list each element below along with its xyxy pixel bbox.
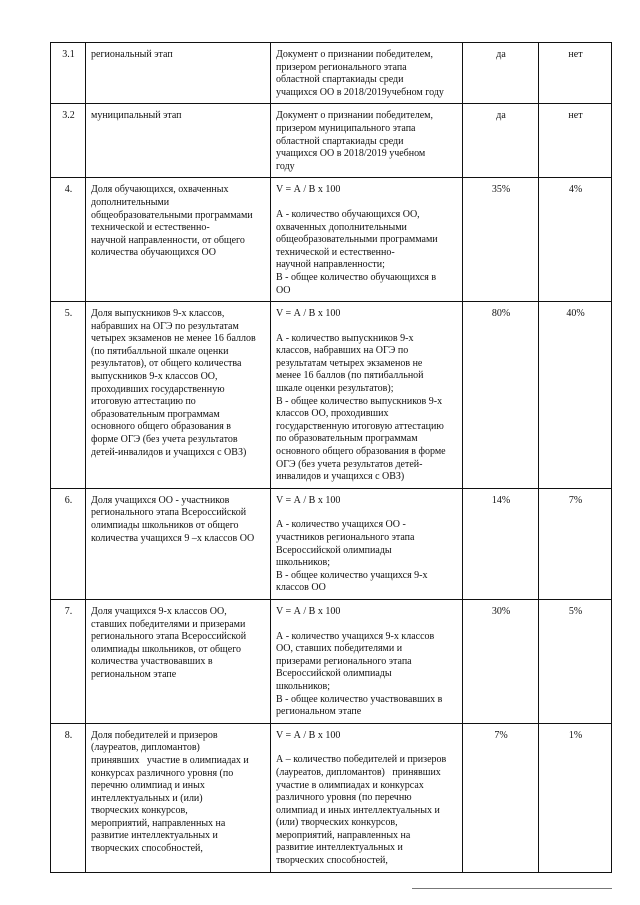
- formula-line: В - общее количество участвовавших в: [276, 693, 443, 705]
- row-number: 8.: [51, 723, 86, 872]
- formula-line: В - общее количество выпускников 9-х: [276, 395, 443, 407]
- formula-line: Всероссийской олимпиады: [276, 544, 392, 556]
- table-row: [51, 104, 612, 178]
- indicator-name-line: Доля выпускников 9-х классов,: [91, 308, 225, 320]
- formula-line: региональном этапе: [276, 706, 362, 718]
- table-row: [51, 178, 612, 302]
- formula-gap: [276, 742, 458, 754]
- table-row: [51, 488, 612, 599]
- indicator-name-line: количества учащихся 9 –х классов ОО: [91, 532, 255, 544]
- formula-line: научной направленности;: [276, 259, 385, 271]
- formula-line: по образовательным программам: [276, 433, 418, 445]
- indicator-name-line: количества участвовавших в: [91, 656, 213, 668]
- formula-gap: [276, 507, 458, 519]
- formula-line: Документ о признании победителем,: [276, 49, 434, 60]
- formula-line: участие в олимпиадах и конкурсах: [276, 779, 424, 791]
- indicator-name-cell: [86, 599, 271, 723]
- indicator-name-line: результатов), от общего количества: [91, 358, 242, 370]
- indicator-name-line: технической и естественно-: [91, 222, 210, 234]
- formula-cell: [271, 43, 463, 104]
- row-number: 5.: [51, 302, 86, 489]
- formula-line: А – количество победителей и призеров: [276, 754, 447, 766]
- indicator-name-line: (по пятибалльной шкале оценки: [91, 345, 229, 357]
- indicator-name-line: творческих способностей,: [91, 843, 203, 855]
- formula-expression: V = А / В х 100: [276, 729, 341, 741]
- formula-line: учащихся ОО в 2018/2019учебном году: [276, 86, 444, 98]
- formula-line: классов ОО, проходивших: [276, 408, 389, 420]
- value-cell-2: 40%: [539, 302, 612, 489]
- formula-line: шкале оценки результатов);: [276, 383, 394, 395]
- indicator-name-line: основного общего образования в: [91, 421, 232, 433]
- formula-line: областной спартакиады среди: [276, 135, 404, 147]
- formula-gap: [276, 197, 458, 209]
- value-cell-2: нет: [539, 104, 612, 178]
- indicator-name-line: олимпиады школьников от общего: [91, 520, 239, 531]
- indicator-name-cell: [86, 488, 271, 599]
- indicator-name-line: итоговую аттестацию по: [91, 396, 196, 408]
- indicator-name-line: общеобразовательными программами: [91, 209, 253, 221]
- indicator-name-line: регионального этапа Всероссийской: [91, 631, 247, 643]
- indicator-name-line: форме ОГЭ (без учета результатов: [91, 434, 238, 446]
- formula-gap: [276, 619, 458, 631]
- indicator-name-line: конкурсах различного уровня (по: [91, 767, 234, 779]
- indicator-name-line: набравших на ОГЭ по результатам: [91, 320, 239, 332]
- formula-line: инвалидов и учащихся с ОВЗ): [276, 471, 405, 483]
- formula-line: ОО: [276, 284, 291, 296]
- formula-expression: V = А / В х 100: [276, 605, 341, 617]
- table-row: [51, 302, 612, 489]
- formula-line: классов ОО: [276, 582, 326, 594]
- indicator-name-line: творческих конкурсов,: [91, 805, 188, 817]
- indicator-name-cell: [86, 43, 271, 104]
- indicator-name-line: научной направленности, от общего: [91, 234, 245, 246]
- formula-line: общеобразовательными программами: [276, 234, 438, 246]
- row-number: 7.: [51, 599, 86, 723]
- table-row: [51, 43, 612, 104]
- indicator-name-line: проходивших государственную: [91, 383, 225, 395]
- formula-line: менее 16 баллов (по пятибалльной: [276, 370, 424, 382]
- formula-line: (или) творческих конкурсов,: [276, 817, 398, 829]
- formula-line: различного уровня (по перечню: [276, 792, 412, 804]
- formula-line: Документ о признании победителем,: [276, 110, 434, 122]
- row-number: 6.: [51, 488, 86, 599]
- value-cell-2: 5%: [539, 599, 612, 723]
- formula-line: году: [276, 160, 295, 172]
- formula-line: ОО, ставших победителями и: [276, 643, 403, 655]
- value-cell-2: нет: [539, 43, 612, 104]
- footer-rule: [412, 888, 612, 889]
- formula-line: результатам четырех экзаменов не: [276, 357, 423, 369]
- indicator-name-line: принявших участие в олимпиадах и: [91, 754, 249, 766]
- row-number: 3.1: [51, 43, 86, 104]
- table-row: [51, 599, 612, 723]
- indicator-name-line: выпускников 9-х классов ОО,: [91, 371, 218, 383]
- indicator-name-line: интеллектуальных и (или): [91, 792, 203, 804]
- formula-line: технической и естественно-: [276, 246, 395, 258]
- formula-line: А - количество выпускников 9-х: [276, 332, 414, 344]
- indicator-name-line: Доля победителей и призеров: [91, 729, 218, 741]
- formula-line: государственную итоговую аттестацию: [276, 420, 444, 432]
- value-cell-1: 80%: [463, 302, 539, 489]
- row-number: 3.2: [51, 104, 86, 178]
- indicator-name-line: мероприятий, направленных на: [91, 817, 226, 829]
- formula-line: В - общее количество обучающихся в: [276, 271, 437, 283]
- formula-line: А - количество обучающихся ОО,: [276, 208, 420, 220]
- indicator-name-line: муниципальный этап: [91, 110, 182, 122]
- indicator-name-cell: [86, 723, 271, 872]
- value-cell-2: 1%: [539, 723, 612, 872]
- formula-line: учащихся ОО в 2018/2019 учебном: [276, 148, 426, 160]
- indicator-name-cell: [86, 104, 271, 178]
- formula-gap: [276, 321, 458, 333]
- formula-line: областной спартакиады среди: [276, 74, 404, 86]
- indicator-name-line: развитие интеллектуальных и: [91, 830, 218, 842]
- indicator-name-cell: [86, 178, 271, 302]
- formula-cell: [271, 599, 463, 723]
- indicator-name-line: дополнительными: [91, 196, 170, 208]
- formula-line: призером муниципального этапа: [276, 122, 416, 134]
- formula-line: мероприятий, направленных на: [276, 829, 411, 841]
- indicator-name-line: Доля учащихся ОО - участников: [91, 494, 230, 506]
- indicator-name-line: региональный этап: [91, 49, 173, 60]
- indicator-name-line: количества обучающихся ОО: [91, 247, 217, 259]
- formula-line: творческих способностей,: [276, 855, 388, 867]
- formula-cell: [271, 178, 463, 302]
- indicator-name-line: Доля обучающихся, охваченных: [91, 184, 229, 196]
- formula-line: олимпиад и иных интеллектуальных и: [276, 804, 440, 816]
- value-cell-1: 14%: [463, 488, 539, 599]
- indicator-name-line: ставших победителями и призерами: [91, 618, 246, 630]
- formula-line: развитие интеллектуальных и: [276, 842, 403, 854]
- indicator-name-line: образовательным программам: [91, 408, 220, 420]
- formula-expression: V = А / В х 100: [276, 494, 341, 506]
- formula-cell: [271, 488, 463, 599]
- formula-line: участников регионального этапа: [276, 532, 415, 543]
- value-cell-1: да: [463, 104, 539, 178]
- table-row: [51, 723, 612, 872]
- indicator-name-line: четырех экзаменов не менее 16 баллов: [91, 333, 256, 345]
- indicator-name-line: олимпиады школьников, от общего: [91, 643, 242, 655]
- indicator-name-line: региональном этапе: [91, 668, 177, 680]
- formula-cell: [271, 723, 463, 872]
- indicator-name-cell: [86, 302, 271, 489]
- indicator-name-line: перечню олимпиад и иных: [91, 780, 205, 792]
- table-body: [51, 43, 612, 873]
- row-number: 4.: [51, 178, 86, 302]
- criteria-table: [50, 42, 612, 873]
- value-cell-2: 4%: [539, 178, 612, 302]
- formula-line: охваченных дополнительными: [276, 221, 407, 233]
- indicator-name-line: регионального этапа Всероссийской: [91, 507, 247, 519]
- formula-line: А - количество учащихся 9-х классов: [276, 630, 435, 642]
- formula-line: (лауреатов, дипломантов) принявших: [276, 766, 441, 778]
- formula-line: А - количество учащихся ОО -: [276, 519, 406, 531]
- formula-line: призерами регионального этапа: [276, 655, 412, 667]
- formula-line: Всероссийской олимпиады: [276, 668, 392, 680]
- formula-cell: [271, 302, 463, 489]
- value-cell-1: 30%: [463, 599, 539, 723]
- value-cell-1: 35%: [463, 178, 539, 302]
- formula-line: основного общего образования в форме: [276, 446, 446, 458]
- formula-expression: V = А / В х 100: [276, 308, 341, 320]
- formula-cell: [271, 104, 463, 178]
- indicator-name-line: детей-инвалидов и учащихся с ОВЗ): [91, 446, 247, 458]
- indicator-name-line: (лауреатов, дипломантов): [91, 742, 200, 754]
- value-cell-2: 7%: [539, 488, 612, 599]
- indicator-name-line: Доля учащихся 9-х классов ОО,: [91, 605, 227, 617]
- formula-line: ОГЭ (без учета результатов детей-: [276, 458, 423, 470]
- formula-line: школьников;: [276, 680, 331, 692]
- formula-expression: V = А / В х 100: [276, 184, 341, 196]
- value-cell-1: да: [463, 43, 539, 104]
- formula-line: классов, набравших на ОГЭ по: [276, 345, 409, 357]
- value-cell-1: 7%: [463, 723, 539, 872]
- formula-line: В - общее количество учащихся 9-х: [276, 569, 428, 581]
- formula-line: призером регионального этапа: [276, 61, 407, 73]
- formula-line: школьников;: [276, 557, 331, 569]
